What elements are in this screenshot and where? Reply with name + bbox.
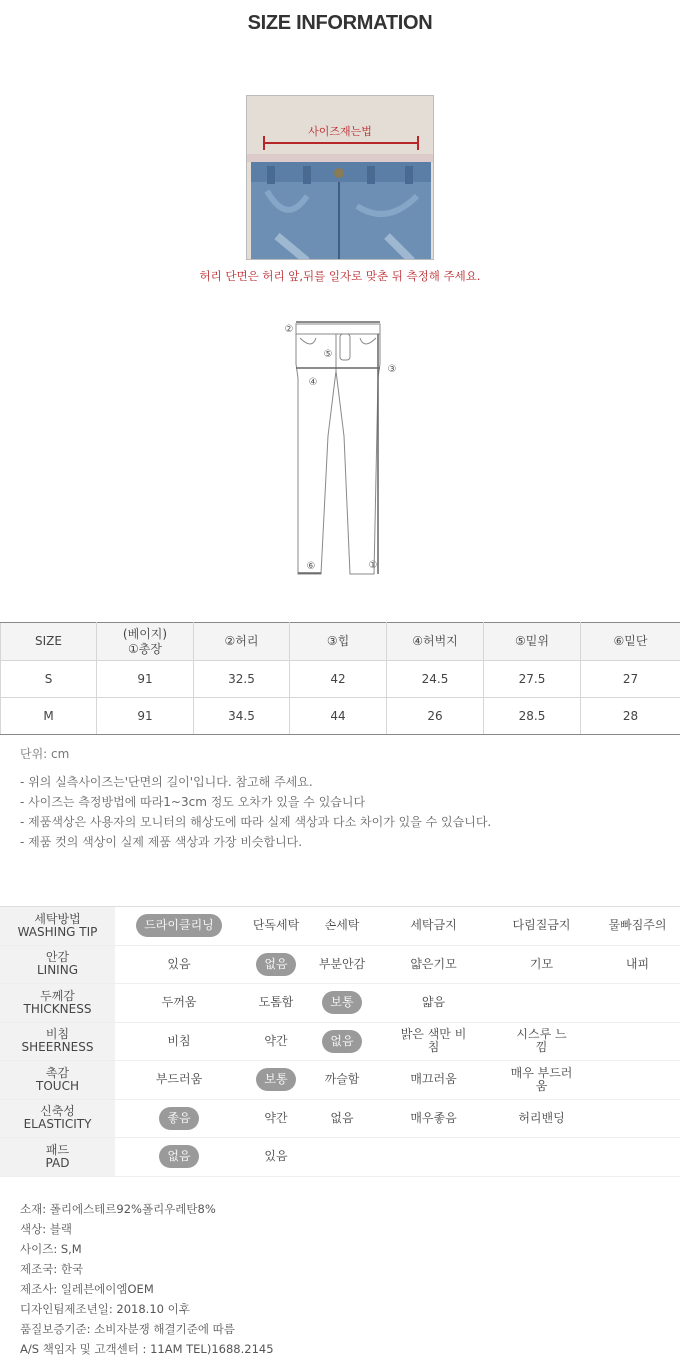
care-option-label: 매끄러움: [410, 1072, 457, 1087]
care-row-header-text: 패드: [45, 1142, 70, 1157]
care-row: [0, 907, 680, 946]
notes-list: [20, 772, 491, 852]
care-option: [382, 1100, 485, 1138]
care-option-selected: 좋음: [159, 1107, 198, 1130]
care-option-label: 비침: [167, 1033, 191, 1048]
care-option: [127, 1023, 231, 1061]
care-option-label: 부분안감: [318, 956, 366, 971]
care-option: [313, 984, 371, 1022]
care-row-header-text: SHEERNESS: [21, 1040, 94, 1055]
care-row: [0, 1138, 680, 1177]
care-option: [127, 1100, 231, 1138]
care-option-label: 허리밴딩: [518, 1110, 565, 1125]
jeans-illustration: [247, 96, 434, 260]
care-option-label: 두꺼움: [161, 995, 197, 1010]
care-row-header-text: THICKNESS: [23, 1001, 92, 1016]
cell: 91: [97, 661, 194, 698]
care-option: [240, 1023, 312, 1061]
care-option-label: 부드러움: [155, 1072, 203, 1087]
cell: S: [1, 661, 97, 698]
measure-label: 사이즈재는법: [308, 125, 372, 138]
care-option-label: 단독세탁: [252, 918, 300, 933]
header-waist: ②허리: [194, 623, 290, 661]
care-option-label: 매우좋음: [410, 1110, 457, 1125]
care-option-label: 없음: [330, 1110, 354, 1125]
care-row: [0, 946, 680, 985]
care-option-label: 시스루 느 낌: [516, 1027, 567, 1055]
care-row-header-text: LINING: [36, 963, 78, 978]
note-item: - 제품색상은 사용자의 모니터의 해상도에 따라 실제 색상과 다소 차이가 있을 수 있습니다.: [20, 815, 492, 829]
unit-label: 단위: cm: [20, 747, 70, 761]
info-sizes: 사이즈: S,M: [20, 1242, 82, 1256]
care-row: [0, 984, 680, 1023]
care-row-header: [0, 1061, 115, 1099]
measure-caption: 허리 단면은 허리 앞,뒤를 일자로 맞춘 뒤 측정해 주세요.: [199, 269, 481, 283]
care-option: [382, 984, 485, 1022]
care-option: [127, 1138, 231, 1176]
care-row-header-text: TOUCH: [36, 1078, 79, 1093]
care-option-label: 밝은 색만 비 침: [400, 1027, 467, 1055]
care-row-header: [0, 907, 115, 945]
info-country: 제조국: 한국: [20, 1262, 84, 1276]
measure-arrow: [263, 142, 419, 144]
care-row-header-text: ELASTICITY: [23, 1117, 92, 1132]
cell: 27.5: [484, 661, 581, 698]
cell: 26: [387, 698, 484, 735]
care-option-label: 내피: [625, 956, 650, 971]
size-table: [0, 622, 680, 735]
care-row-header: [0, 1023, 115, 1061]
mark-1: ①: [368, 560, 378, 571]
care-row-header: [0, 1138, 115, 1176]
care-option: [240, 1138, 312, 1176]
care-option: [493, 1061, 590, 1099]
care-option-label: 손세탁: [324, 918, 360, 933]
cell: 32.5: [194, 661, 290, 698]
note-item: - 사이즈는 측정방법에 따라1~3cm 정도 오차가 있을 수 있습니다: [20, 795, 366, 809]
info-color: 색상: 블랙: [20, 1222, 72, 1236]
care-option-label: 매우 부드러 움: [510, 1065, 573, 1093]
jeans-waist-photo: [246, 95, 434, 260]
care-option-label: 도톰함: [258, 995, 294, 1010]
care-option: [493, 1100, 590, 1138]
care-option-label: 물빠짐주의: [608, 918, 667, 933]
care-option: [313, 946, 371, 984]
care-row-header-text: 두께감: [40, 988, 75, 1003]
care-option: [240, 984, 312, 1022]
care-option: [240, 946, 312, 984]
cell: 28.5: [484, 698, 581, 735]
care-option: [382, 907, 485, 945]
care-option: [382, 1061, 485, 1099]
cell: 42: [290, 661, 387, 698]
care-table: [0, 906, 680, 1177]
care-option: [493, 907, 590, 945]
care-option-label: 세탁금지: [410, 918, 457, 933]
table-row: [1, 661, 680, 698]
care-option-label: 얇음: [421, 995, 446, 1010]
cell: 28: [581, 698, 680, 735]
cell: 34.5: [194, 698, 290, 735]
care-row-header-text: PAD: [45, 1155, 70, 1170]
info-date: 디자인팀제조년일: 2018.10 이후: [20, 1302, 190, 1316]
mark-6: ⑥: [306, 561, 316, 572]
care-option: [240, 1061, 312, 1099]
cell: 91: [97, 698, 194, 735]
care-row-header: [0, 1100, 115, 1138]
care-row: [0, 1061, 680, 1100]
header-thigh: ④허벅지: [387, 623, 484, 661]
care-option: [382, 1023, 485, 1061]
info-warranty: 품질보증기준: 소비자분쟁 해결기준에 따름: [20, 1322, 235, 1336]
cell: 44: [290, 698, 387, 735]
care-option-selected: 보통: [256, 1068, 295, 1091]
pants-diagram: [276, 316, 406, 586]
info-material: 소재: 폴리에스테르92%폴리우레탄8%: [20, 1202, 216, 1216]
care-row-header-text: 비침: [45, 1027, 70, 1042]
note-item: - 위의 실측사이즈는'단면의 길이'입니다. 참고해 주세요.: [20, 775, 313, 789]
header-hip: ③힙: [290, 623, 387, 661]
cell: 27: [581, 661, 680, 698]
header-size: SIZE: [1, 623, 97, 661]
mark-2: ②: [284, 324, 294, 335]
info-manufacturer: 제조사: 일레븐에이엠OEM: [20, 1282, 154, 1296]
cell: 24.5: [387, 661, 484, 698]
care-option-selected: 드라이클리닝: [136, 914, 222, 937]
care-option-selected: 없음: [256, 953, 295, 976]
care-option-label: 있음: [264, 1149, 288, 1164]
care-row-header: [0, 946, 115, 984]
header-hem: ⑥밑단: [581, 623, 680, 661]
care-option-label: 얇은기모: [410, 956, 457, 971]
care-option: [127, 946, 231, 984]
header-length-text: (베이지) ①총장: [122, 626, 168, 656]
mark-3: ③: [387, 364, 397, 375]
care-option-label: 약간: [264, 1033, 288, 1048]
care-option: [240, 907, 312, 945]
mark-5: ⑤: [323, 349, 333, 360]
care-row-header: [0, 984, 115, 1022]
care-row-header-text: 안감: [45, 950, 70, 965]
care-row-header-text: 신축성: [40, 1104, 75, 1119]
care-option: [313, 1061, 371, 1099]
header-rise: ⑤밑위: [484, 623, 581, 661]
page-title: SIZE INFORMATION: [247, 12, 433, 34]
care-option: [240, 1100, 312, 1138]
care-option: [600, 907, 675, 945]
care-option: [313, 1100, 371, 1138]
care-option: [127, 907, 231, 945]
info-as: A/S 책임자 및 고객센터 : 11AM TEL)1688.2145: [20, 1342, 274, 1356]
product-info: [20, 1199, 274, 1359]
care-row: [0, 1100, 680, 1139]
care-option: [313, 907, 371, 945]
care-row-header-text: WASHING TIP: [17, 924, 98, 939]
size-table-header: [1, 623, 680, 661]
care-option: [493, 946, 590, 984]
table-row: [1, 698, 680, 735]
care-option: [382, 946, 485, 984]
care-option-label: 다림질금지: [512, 918, 571, 933]
care-option: [600, 946, 675, 984]
care-option-label: 기모: [529, 956, 554, 971]
note-item: - 제품 컷의 색상이 실제 제품 색상과 가장 비슷합니다.: [20, 835, 303, 849]
cell: M: [1, 698, 97, 735]
care-option-label: 까슬함: [324, 1072, 360, 1087]
care-option: [127, 984, 231, 1022]
mark-4: ④: [308, 377, 318, 388]
header-length: [97, 623, 194, 661]
care-option: [127, 1061, 231, 1099]
care-option: [493, 1023, 590, 1061]
care-option-label: 있음: [167, 956, 191, 971]
care-row-header-text: 촉감: [45, 1065, 70, 1080]
care-option-selected: 없음: [322, 1030, 361, 1053]
care-option-selected: 없음: [159, 1145, 198, 1168]
care-option-label: 약간: [264, 1110, 288, 1125]
care-row-header-text: 세탁방법: [34, 911, 81, 926]
care-option-selected: 보통: [322, 991, 361, 1014]
care-option: [313, 1023, 371, 1061]
care-row: [0, 1023, 680, 1062]
